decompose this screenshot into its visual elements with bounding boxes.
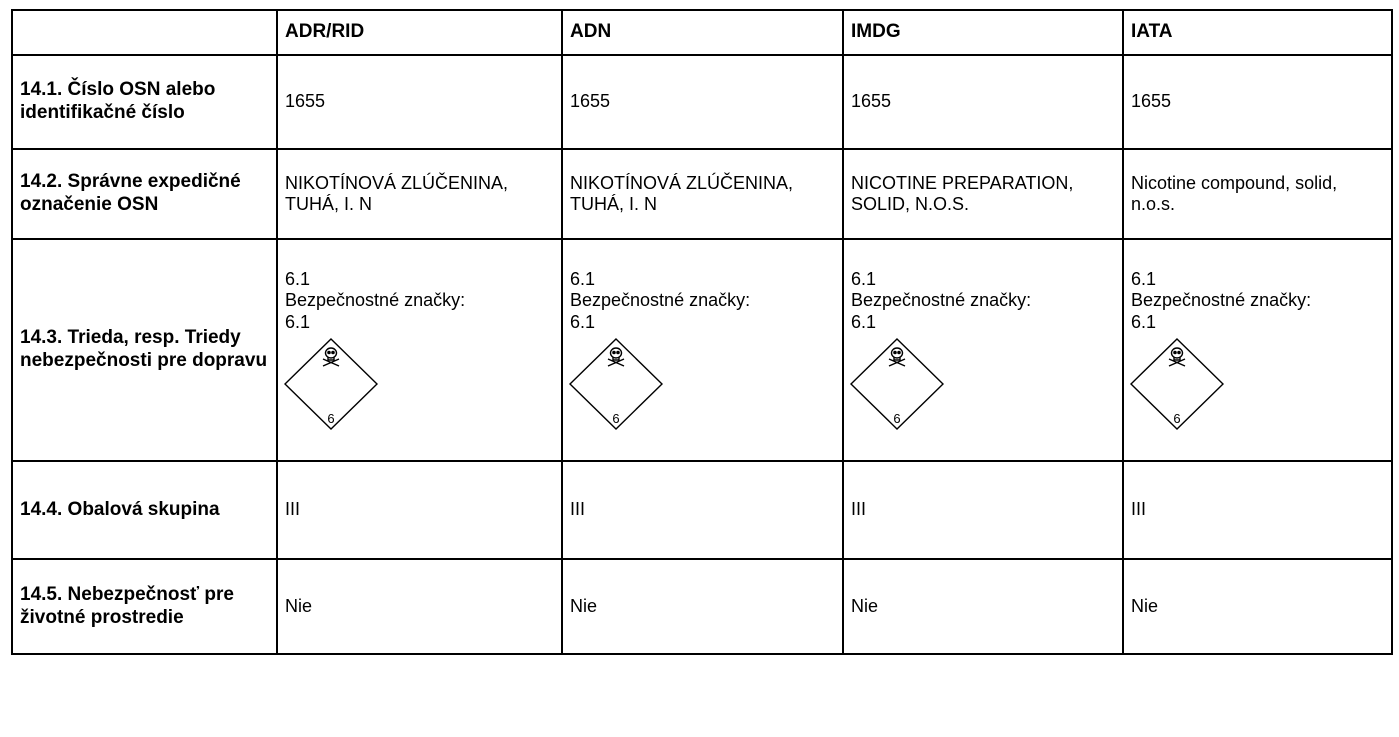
hazard-class-value: 6.1 (570, 268, 596, 289)
hazard-class-value: 6.1 (851, 268, 877, 289)
hazard-class-adr-rid (277, 239, 562, 461)
pictogram-number: 6 (327, 411, 335, 427)
un-number-imdg: 1655 (843, 55, 1123, 149)
header-cell-imdg: IMDG (843, 10, 1123, 55)
hazard-class-adn (562, 239, 843, 461)
header-row (12, 10, 1392, 55)
safety-labels-title: Bezpečnostné značky: (285, 290, 466, 311)
pictogram-number: 6 (893, 411, 901, 427)
skull-crossbones-icon (608, 348, 624, 366)
shipping-name-iata: Nicotine compound, solid, n.o.s. (1123, 149, 1392, 239)
row-hazard-class (12, 239, 1392, 461)
safety-labels-value: 6.1 (285, 311, 311, 332)
toxic-pictogram (281, 337, 385, 431)
row-label-env-hazard: 14.5. Nebezpečnosť pre životné prostredie (12, 559, 277, 654)
row-shipping-name (12, 149, 1392, 239)
header-cell-iata: IATA (1123, 10, 1392, 55)
shipping-name-imdg: NICOTINE PREPARATION, SOLID, N.O.S. (843, 149, 1123, 239)
packing-group-imdg: III (843, 461, 1123, 559)
hazard-class-value: 6.1 (285, 268, 311, 289)
row-un-number (12, 55, 1392, 149)
env-hazard-iata: Nie (1123, 559, 1392, 654)
transport-info-table (11, 9, 1393, 655)
row-label-packing-group: 14.4. Obalová skupina (12, 461, 277, 559)
un-number-adn: 1655 (562, 55, 843, 149)
toxic-pictogram (1127, 337, 1231, 431)
packing-group-adn: III (562, 461, 843, 559)
safety-labels-title: Bezpečnostné značky: (1131, 290, 1312, 311)
toxic-pictogram (847, 337, 951, 431)
packing-group-adr-rid: III (277, 461, 562, 559)
safety-labels-value: 6.1 (851, 311, 877, 332)
un-number-iata: 1655 (1123, 55, 1392, 149)
safety-labels-title: Bezpečnostné značky: (851, 290, 1032, 311)
hazard-class-value: 6.1 (1131, 268, 1157, 289)
header-cell-adr-rid: ADR/RID (277, 10, 562, 55)
row-label-un-number: 14.1. Číslo OSN alebo identifikačné číslo (12, 55, 277, 149)
packing-group-iata: III (1123, 461, 1392, 559)
row-label-shipping-name: 14.2. Správne expedičné označenie OSN (12, 149, 277, 239)
header-cell-adn: ADN (562, 10, 843, 55)
row-packing-group (12, 461, 1392, 559)
row-env-hazard (12, 559, 1392, 654)
un-number-adr-rid: 1655 (277, 55, 562, 149)
env-hazard-adr-rid: Nie (277, 559, 562, 654)
pictogram-number: 6 (1173, 411, 1181, 427)
skull-crossbones-icon (1169, 348, 1185, 366)
hazard-class-imdg (843, 239, 1123, 461)
skull-crossbones-icon (889, 348, 905, 366)
header-cell-empty (12, 10, 277, 55)
shipping-name-adr-rid: NIKOTÍNOVÁ ZLÚČENINA, TUHÁ, I. N (277, 149, 562, 239)
safety-labels-value: 6.1 (1131, 311, 1157, 332)
hazard-class-iata (1123, 239, 1392, 461)
shipping-name-adn: NIKOTÍNOVÁ ZLÚČENINA, TUHÁ, I. N (562, 149, 843, 239)
env-hazard-imdg: Nie (843, 559, 1123, 654)
pictogram-number: 6 (612, 411, 620, 427)
toxic-pictogram (566, 337, 670, 431)
skull-crossbones-icon (323, 348, 339, 366)
env-hazard-adn: Nie (562, 559, 843, 654)
row-label-hazard-class: 14.3. Trieda, resp. Triedy nebezpečnosti pre dopravu (12, 239, 277, 461)
safety-labels-value: 6.1 (570, 311, 596, 332)
safety-labels-title: Bezpečnostné značky: (570, 290, 751, 311)
